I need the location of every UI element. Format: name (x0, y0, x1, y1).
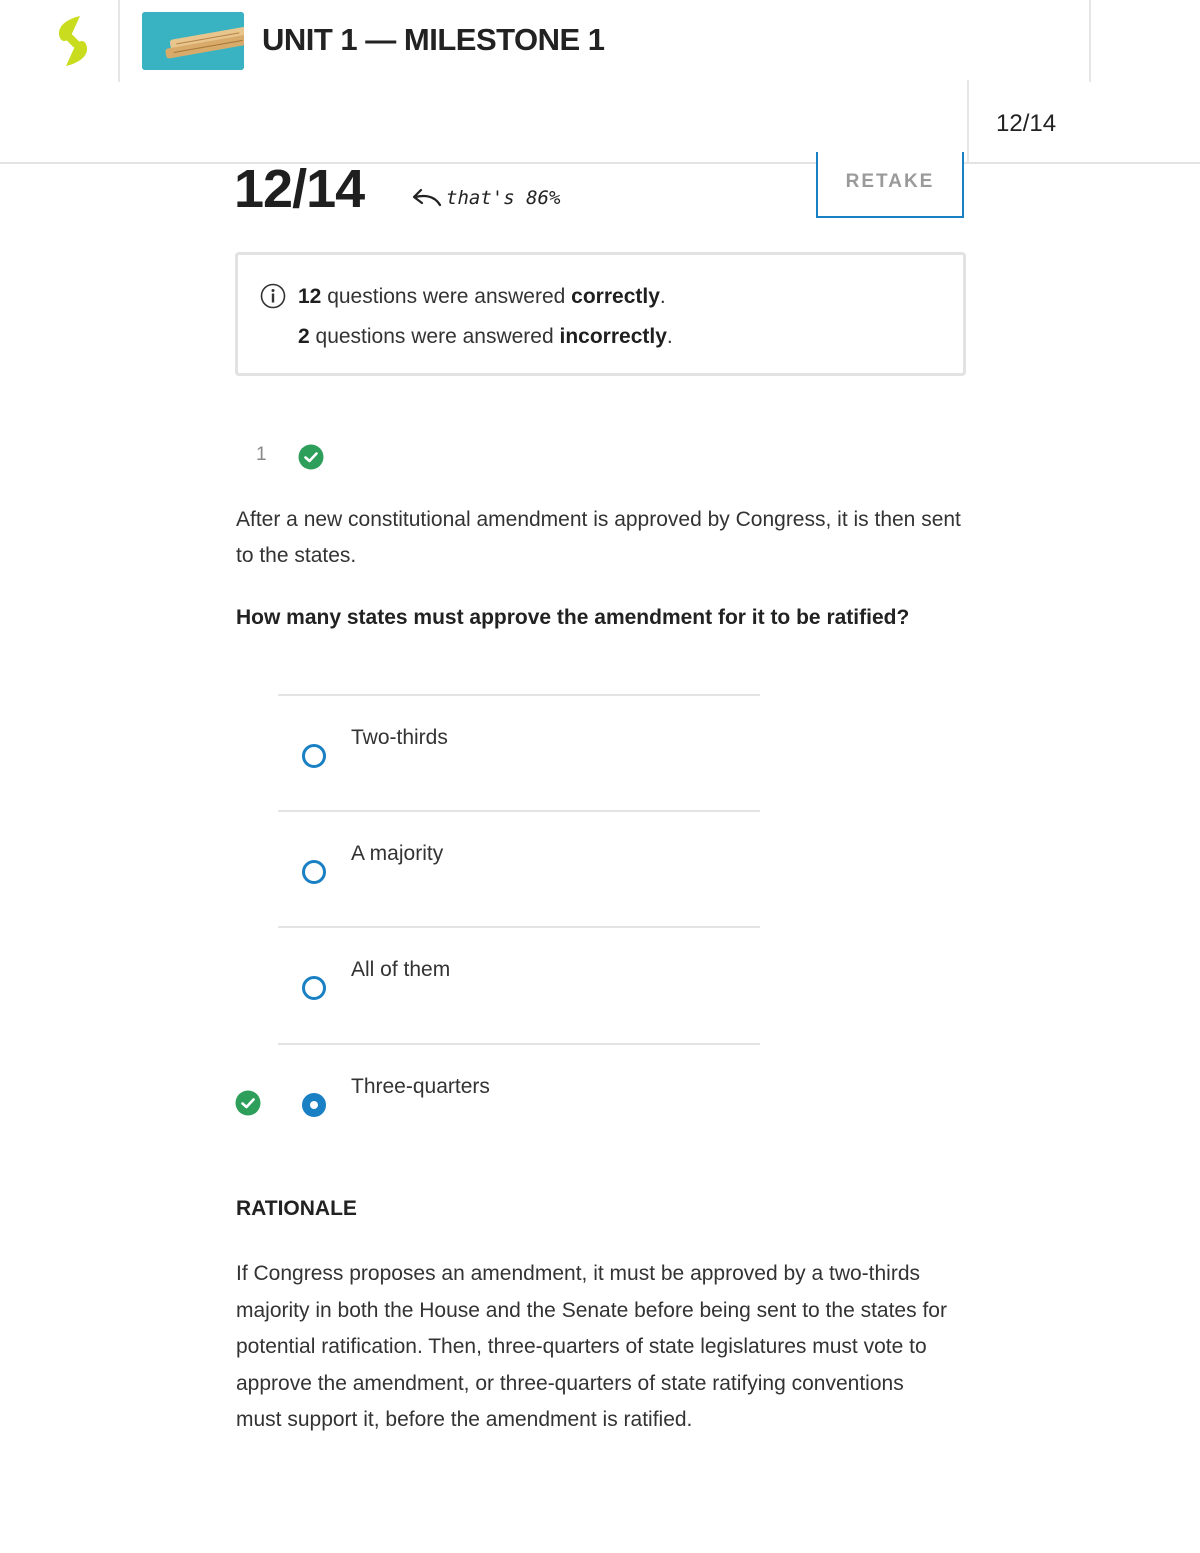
curved-arrow-left-icon (410, 187, 442, 209)
radio-button-selected[interactable] (302, 1093, 326, 1117)
score-badge: 12/14 (996, 110, 1057, 137)
results-summary (235, 252, 966, 376)
incorrect-word: incorrectly (559, 325, 667, 348)
answer-option-label: All of them (351, 958, 451, 981)
sophia-logo-icon[interactable] (50, 14, 96, 68)
answer-option-selected[interactable] (278, 1045, 760, 1159)
info-circle-icon (260, 283, 286, 309)
rationale-text: If Congress proposes an amendment, it must be approved by a two-thirds majority in both the House and the Senate before being sent to the states for potential ratification. Then, three-quarters of state legislatures must vote to approve the amendment, or three-quarters of state ratifying conventions must support it, before the amendment is ratified. (236, 1262, 947, 1431)
unit-title: UNIT 1 — MILESTONE 1 (262, 22, 605, 57)
incorrect-period: . (666, 325, 673, 348)
radio-button[interactable] (302, 744, 326, 768)
score-display: 12/14 (234, 159, 365, 219)
incorrect-count: 2 (298, 325, 310, 348)
question-number: 1 (256, 444, 267, 465)
summary-incorrect-line (298, 325, 673, 349)
summary-correct-line (298, 285, 666, 309)
header-divider (118, 0, 120, 82)
question-prompt: How many states must approve the amendment for it to be ratified? (236, 606, 910, 629)
unit-thumbnail (142, 12, 244, 70)
answer-option-label: Two-thirds (351, 726, 448, 749)
scroll-image-icon (142, 12, 244, 70)
answer-option[interactable] (278, 696, 760, 810)
correct-period: . (659, 285, 666, 308)
incorrect-text: questions were answered (309, 325, 560, 348)
subbar-bottom-border (0, 162, 1200, 164)
correct-text: questions were answered (321, 285, 572, 308)
score-percent-text: that's 86% (446, 187, 561, 209)
subbar-divider (967, 80, 969, 164)
answer-option-label: Three-quarters (351, 1075, 490, 1098)
correct-word: correctly (571, 285, 660, 308)
answer-option[interactable] (278, 812, 760, 926)
rationale-heading: RATIONALE (236, 1197, 357, 1220)
header-divider-right (1089, 0, 1091, 82)
answer-option[interactable] (278, 928, 760, 1042)
top-header (0, 0, 1200, 82)
question-text: After a new constitutional amendment is approved by Congress, it is then sent to the states. (236, 508, 961, 567)
correct-answer-check-icon (235, 1090, 261, 1116)
check-circle-icon (298, 444, 324, 470)
radio-button[interactable] (302, 860, 326, 884)
radio-button[interactable] (302, 976, 326, 1000)
score-percent-note (410, 184, 560, 212)
correct-count: 12 (298, 285, 322, 308)
answer-option-label: A majority (351, 842, 444, 865)
retake-button[interactable]: RETAKE (816, 152, 964, 218)
